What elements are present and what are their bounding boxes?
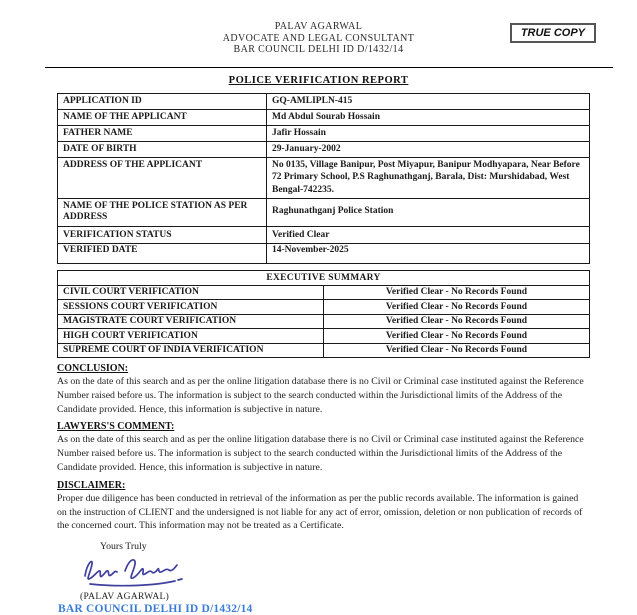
- row-label: VERIFICATION STATUS: [58, 226, 267, 243]
- section-heading: LAWYERS'S COMMENT:: [57, 421, 175, 433]
- salutation: Yours Truly: [100, 541, 147, 553]
- disclaimer-section: [57, 480, 585, 533]
- table-row: [58, 300, 590, 315]
- section-body: Proper due diligence has been conducted in retrieval of the information as per the public records available. The information is gained on the instruction of CLIENT and the undersigned is not liable for any act of error, omission, deletion or non publication of records of the concerned court. This information may not be treated as a Certificate.: [57, 492, 583, 532]
- row-label: NAME OF THE POLICE STATION AS PER ADDRESS: [58, 198, 267, 226]
- section-body: As on the date of this search and as per the online litigation database there is no Civil or Criminal case instituted against the Reference Number raised before us. The information is subject to the search conducted within the Jurisdictional limits of the Address of the Candidate provided. Hence, this information is subjective in nature.: [57, 434, 584, 473]
- row-label: SUPREME COURT OF INDIA VERIFICATION: [58, 343, 324, 358]
- row-label: FATHER NAME: [58, 125, 267, 141]
- row-label: HIGH COURT VERIFICATION: [58, 329, 324, 344]
- table-row: [58, 329, 590, 344]
- row-label: NAME OF THE APPLICANT: [58, 109, 267, 125]
- row-value: Verified Clear: [267, 226, 590, 243]
- table-row: [58, 125, 590, 141]
- lawyers-comment-section: [57, 421, 585, 474]
- page-title: POLICE VERIFICATION REPORT: [228, 74, 409, 86]
- header-divider: [45, 67, 613, 68]
- true-copy-stamp: TRUE COPY: [510, 23, 596, 43]
- conclusion-section: [57, 363, 585, 416]
- table-row: [58, 109, 590, 125]
- table-row: [58, 198, 590, 226]
- bar-council-id: BAR COUNCIL DELHI ID D/1432/14: [58, 603, 253, 615]
- row-label: SESSIONS COURT VERIFICATION: [58, 300, 324, 315]
- row-value: Verified Clear - No Records Found: [324, 300, 590, 315]
- advocate-name: PALAV AGARWAL: [274, 21, 363, 32]
- table-header-row: [58, 270, 590, 285]
- table-row: [58, 141, 590, 157]
- executive-summary-table: [57, 270, 590, 359]
- row-value: Verified Clear - No Records Found: [324, 329, 590, 344]
- row-label: MAGISTRATE COURT VERIFICATION: [58, 314, 324, 329]
- row-value: No 0135, Village Banipur, Post Miyapur, Banipur Modhyapara, Near Before 72 Primary School, P.S Raghunathganj, Barala, Dist: Murshidabad, West Bengal-742235.: [267, 157, 590, 198]
- signature-image: [78, 555, 196, 591]
- row-value: Verified Clear - No Records Found: [324, 285, 590, 300]
- table-row: [58, 93, 590, 109]
- table-row: [58, 343, 590, 358]
- row-label: ADDRESS OF THE APPLICANT: [58, 157, 267, 198]
- row-label: VERIFIED DATE: [58, 243, 267, 263]
- row-value: 29-January-2002: [267, 141, 590, 157]
- table-row: [58, 243, 590, 263]
- section-heading: CONCLUSION:: [57, 363, 129, 374]
- table-row: [58, 314, 590, 329]
- row-value: GQ-AMLIPLN-415: [267, 93, 590, 109]
- row-value: Jafir Hossain: [267, 125, 590, 141]
- section-body: As on the date of this search and as per the online litigation database there is no Civil or Criminal case instituted against the Reference Number raised before us. The information is subject to the search conducted within the Jurisdictional limits of the Address of the Candidate provided. Hence, this information is subjective in nature.: [57, 376, 584, 415]
- table-row: [58, 157, 590, 198]
- row-value: Md Abdul Sourab Hossain: [267, 109, 590, 125]
- table-row: [58, 226, 590, 243]
- section-heading: DISCLAIMER:: [57, 479, 126, 491]
- row-value: Raghunathganj Police Station: [267, 198, 590, 226]
- row-value: Verified Clear - No Records Found: [324, 314, 590, 329]
- applicant-details-table: [57, 93, 590, 264]
- row-label: APPLICATION ID: [58, 93, 267, 109]
- report-sections: [57, 363, 585, 533]
- advocate-bar-council: BAR COUNCIL DELHI ID D/1432/14: [233, 44, 404, 55]
- row-label: DATE OF BIRTH: [58, 141, 267, 157]
- advocate-title: ADVOCATE AND LEGAL CONSULTANT: [222, 32, 415, 44]
- table-row: [58, 285, 590, 300]
- row-label: CIVIL COURT VERIFICATION: [58, 285, 324, 300]
- signatory-name: (PALAV AGARWAL): [80, 592, 170, 603]
- row-value: Verified Clear - No Records Found: [324, 343, 590, 358]
- row-value: 14-November-2025: [267, 243, 590, 263]
- executive-summary-title: EXECUTIVE SUMMARY: [58, 270, 590, 285]
